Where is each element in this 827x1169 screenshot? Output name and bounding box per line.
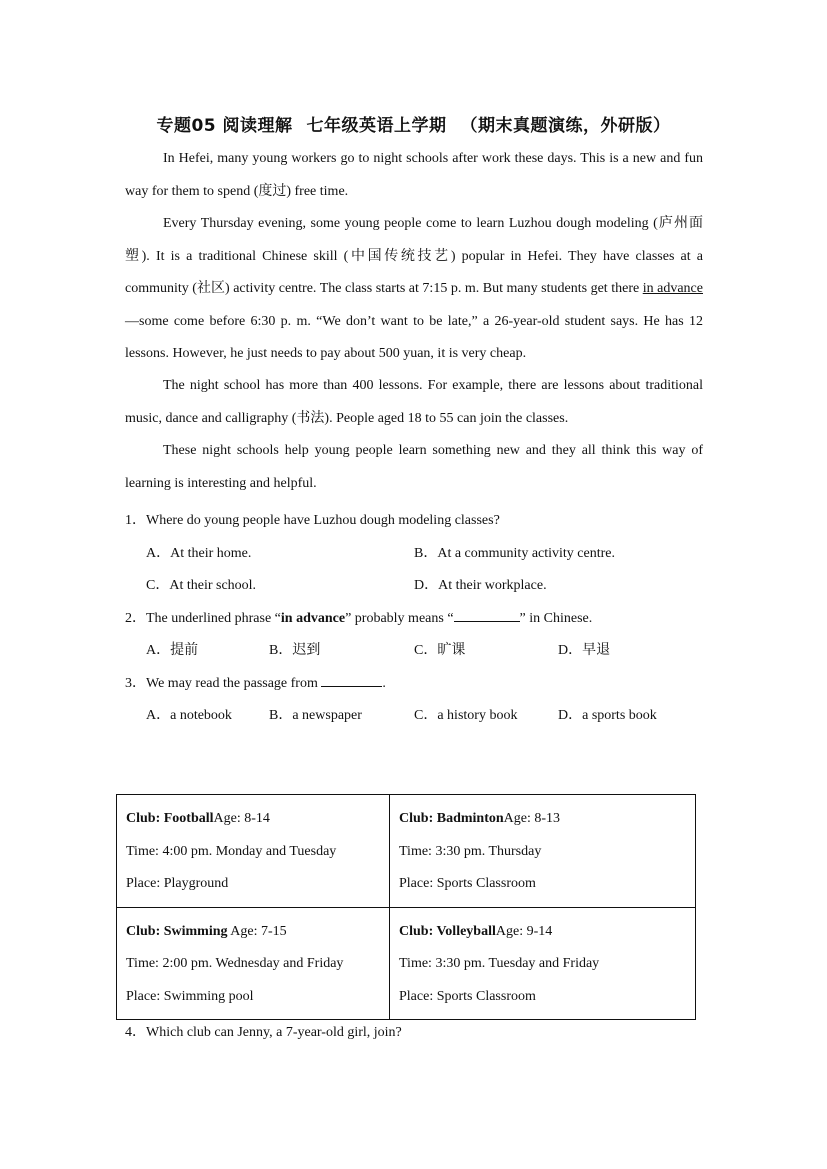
q2-option-a: A．提前 <box>146 643 199 658</box>
q2-stem-start: 2．The underlined phrase “ <box>125 611 281 626</box>
club-time: Time: 2:00 pm. Wednesday and Friday <box>126 956 344 971</box>
page-title <box>0 111 827 136</box>
question-4: 4．Which club can Jenny, a 7-year-old girl, join? <box>125 1025 402 1040</box>
club-time: Time: 3:30 pm. Thursday <box>399 843 542 859</box>
q1-option-c: C．At their school. <box>146 578 257 593</box>
title-subtitle: （期末真题演练，外研版） <box>460 116 671 136</box>
passage-paragraph-1: In Hefei, many young workers go to night schools after work these days. This is a new and fun way for them to spend (度过) free time. <box>125 151 703 199</box>
underlined-phrase: in advance <box>642 281 703 296</box>
q3-stem-end: . <box>382 676 386 691</box>
q2-option-c: C．旷课 <box>414 643 466 658</box>
club-heading <box>399 916 687 949</box>
q1-option-d: D．At their workplace. <box>414 578 547 593</box>
club-cell-badminton <box>390 795 696 908</box>
q3-option-d: D．a sports book <box>558 708 657 723</box>
club-heading <box>126 803 381 836</box>
club-place: Place: Sports Classroom <box>399 876 536 891</box>
q3-stem: 3．We may read the passage from <box>125 676 322 691</box>
question-1: 1．Where do young people have Luzhou dough modeling classes? <box>125 513 500 528</box>
club-age: Age: 8-13 <box>503 811 561 826</box>
passage-paragraph-2 <box>125 208 703 371</box>
club-age: Age: 7-15 <box>227 923 287 939</box>
q2-stem-end: ” in Chinese. <box>519 611 593 626</box>
q3-option-c: C．a history book <box>414 708 518 723</box>
club-place: Place: Swimming pool <box>126 988 254 1004</box>
club-time: Time: 3:30 pm. Tuesday and Friday <box>399 956 600 971</box>
q2-phrase: in advance <box>280 611 346 626</box>
title-grade: 七年级英语上学期 <box>306 116 447 136</box>
club-age: Age: 9-14 <box>495 923 553 939</box>
q3-option-b: B．a newspaper <box>269 708 362 723</box>
title-topic: 专题05 阅读理解 <box>156 116 293 136</box>
question-2 <box>125 607 592 627</box>
club-name: Club: Football <box>126 811 214 826</box>
paragraph-2-text-a: Every Thursday evening, some young people come to learn Luzhou dough modeling (庐州面塑). It is a traditional Chinese skill (中国传统技艺) popular in Hefei. They have classes at a community (社区) activity centre. The class starts at 7:15 p. m. But many students get there <box>125 216 703 296</box>
q3-answer-blank <box>321 674 382 687</box>
question-3 <box>125 672 386 692</box>
club-cell-football <box>117 795 390 908</box>
q3-option-a: A．a notebook <box>146 708 232 723</box>
q2-option-d: D．早退 <box>558 643 611 658</box>
club-place: Place: Sports Classroom <box>399 988 536 1004</box>
club-age: Age: 8-14 <box>213 811 270 826</box>
q1-option-a: A．At their home. <box>146 546 252 561</box>
passage-paragraph-4: These night schools help young people learn something new and they all think this way of learning is interesting and helpful. <box>125 443 703 491</box>
q1-option-b: B．At a community activity centre. <box>414 546 616 561</box>
club-heading <box>126 916 381 949</box>
passage-paragraph-3: The night school has more than 400 lessons. For example, there are lessons about traditional music, dance and calligraphy (书法). People aged 18 to 55 can join the classes. <box>125 378 703 426</box>
q2-stem-middle: ” probably means “ <box>345 611 454 626</box>
club-place: Place: Playground <box>126 876 229 891</box>
q2-answer-blank <box>454 609 520 622</box>
q2-option-b: B．迟到 <box>269 643 321 658</box>
club-cell-volleyball <box>390 907 696 1020</box>
club-cell-swimming <box>117 907 390 1020</box>
club-name: Club: Badminton <box>399 811 504 826</box>
club-name: Club: Swimming <box>126 923 228 939</box>
club-heading <box>399 803 687 836</box>
club-name: Club: Volleyball <box>399 923 496 939</box>
club-time: Time: 4:00 pm. Monday and Tuesday <box>126 843 337 859</box>
paragraph-2-text-b: —some come before 6:30 p. m. “We don’t want to be late,” a 26-year-old student says. He has 12 lessons. However, he just needs to pay about 500 yuan, it is very cheap. <box>125 313 703 361</box>
clubs-table <box>116 794 696 1020</box>
